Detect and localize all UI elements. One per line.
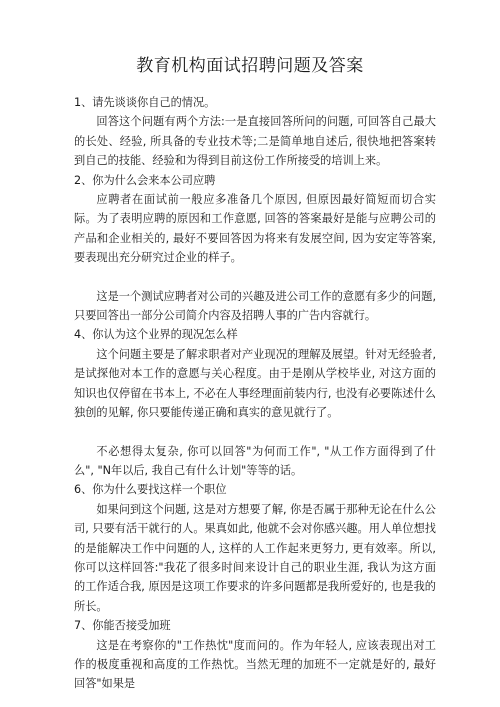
question-heading: 7、你能否接受加班 bbox=[74, 619, 171, 633]
answer-paragraph: 如果问到这个问题, 这是对方想要了解, 你是否属于那种无论在什么公司, 只要有活干就行的人。果真如此, 他就不会对你感兴趣。用人单位想找的是能解决工作中问题的人, 这样的人工作起来更努力, 更有效率。所以, 你可以这样回答:"我花了很多时间来设计自己的职业生涯, 我认为这方面的工作适合我, 原因是这项工作要求的许多问题都是我所爱好的, 也是我的所长。 bbox=[74, 502, 436, 613]
question-heading: 2、你为什么会来本公司应聘 bbox=[74, 173, 216, 187]
question-heading: 1、请先谈谈你自己的情况。 bbox=[74, 96, 216, 109]
question-heading: 4、你认为这个业界的现况怎么样 bbox=[74, 328, 238, 342]
answer-paragraph: 不必想得太复杂, 你可以回答"为何而工作", "从工作方面得到了什么", "N年以后, 我自己有什么计划"等等的话。 bbox=[74, 444, 436, 477]
question-heading: 6、你为什么要找这样一个职位 bbox=[74, 483, 227, 497]
document-body bbox=[74, 93, 436, 694]
paragraph-spacer bbox=[74, 423, 436, 442]
answer-paragraph: 回答这个问题有两个方法:一是直接回答所问的问题, 可回答自己最大的长处、经验, 所具备的专业技术等;二是简单地自述后, 很快地把答案转到自己的技能、经验和为得到目前这份工作所接受的培训上来。 bbox=[74, 115, 436, 168]
paragraph-spacer bbox=[74, 268, 436, 287]
answer-paragraph: 这是一个测试应聘者对公司的兴趣及进公司工作的意愿有多少的问题, 只要回答出一部分公司简介内容及招聘人事的广告内容就行。 bbox=[74, 289, 436, 323]
answer-paragraph: 这是在考察你的"工作热忱"度而问的。作为年轻人, 应该表现出对工作的极度重视和高度的工作热忱。当然无理的加班不一定就是好的, 最好回答"如果是 bbox=[74, 638, 436, 691]
document-title: 教育机构面试招聘问题及答案 bbox=[136, 56, 364, 76]
answer-paragraph: 应聘者在面试前一般应多准备几个原因, 但原因最好简短而切合实际。为了表明应聘的原因和工作意愿, 回答的答案最好是能与应聘公司的产品和企业相关的, 最好不要回答因为将来有发展空间, 因为安定等答案, 要表现出充分研究过企业的样子。 bbox=[74, 193, 436, 265]
answer-paragraph: 这个问题主要是了解求职者对产业现况的理解及展望。针对无经验者, 是试探他对本工作的意愿与关心程度。由于是刚从学校毕业, 对这方面的知识也仅停留在书本上, 不必在人事经理面前装内行, 也没有必要陈述什么独创的见解, 你只要能传递正确和真实的意见就行了。 bbox=[74, 347, 436, 420]
